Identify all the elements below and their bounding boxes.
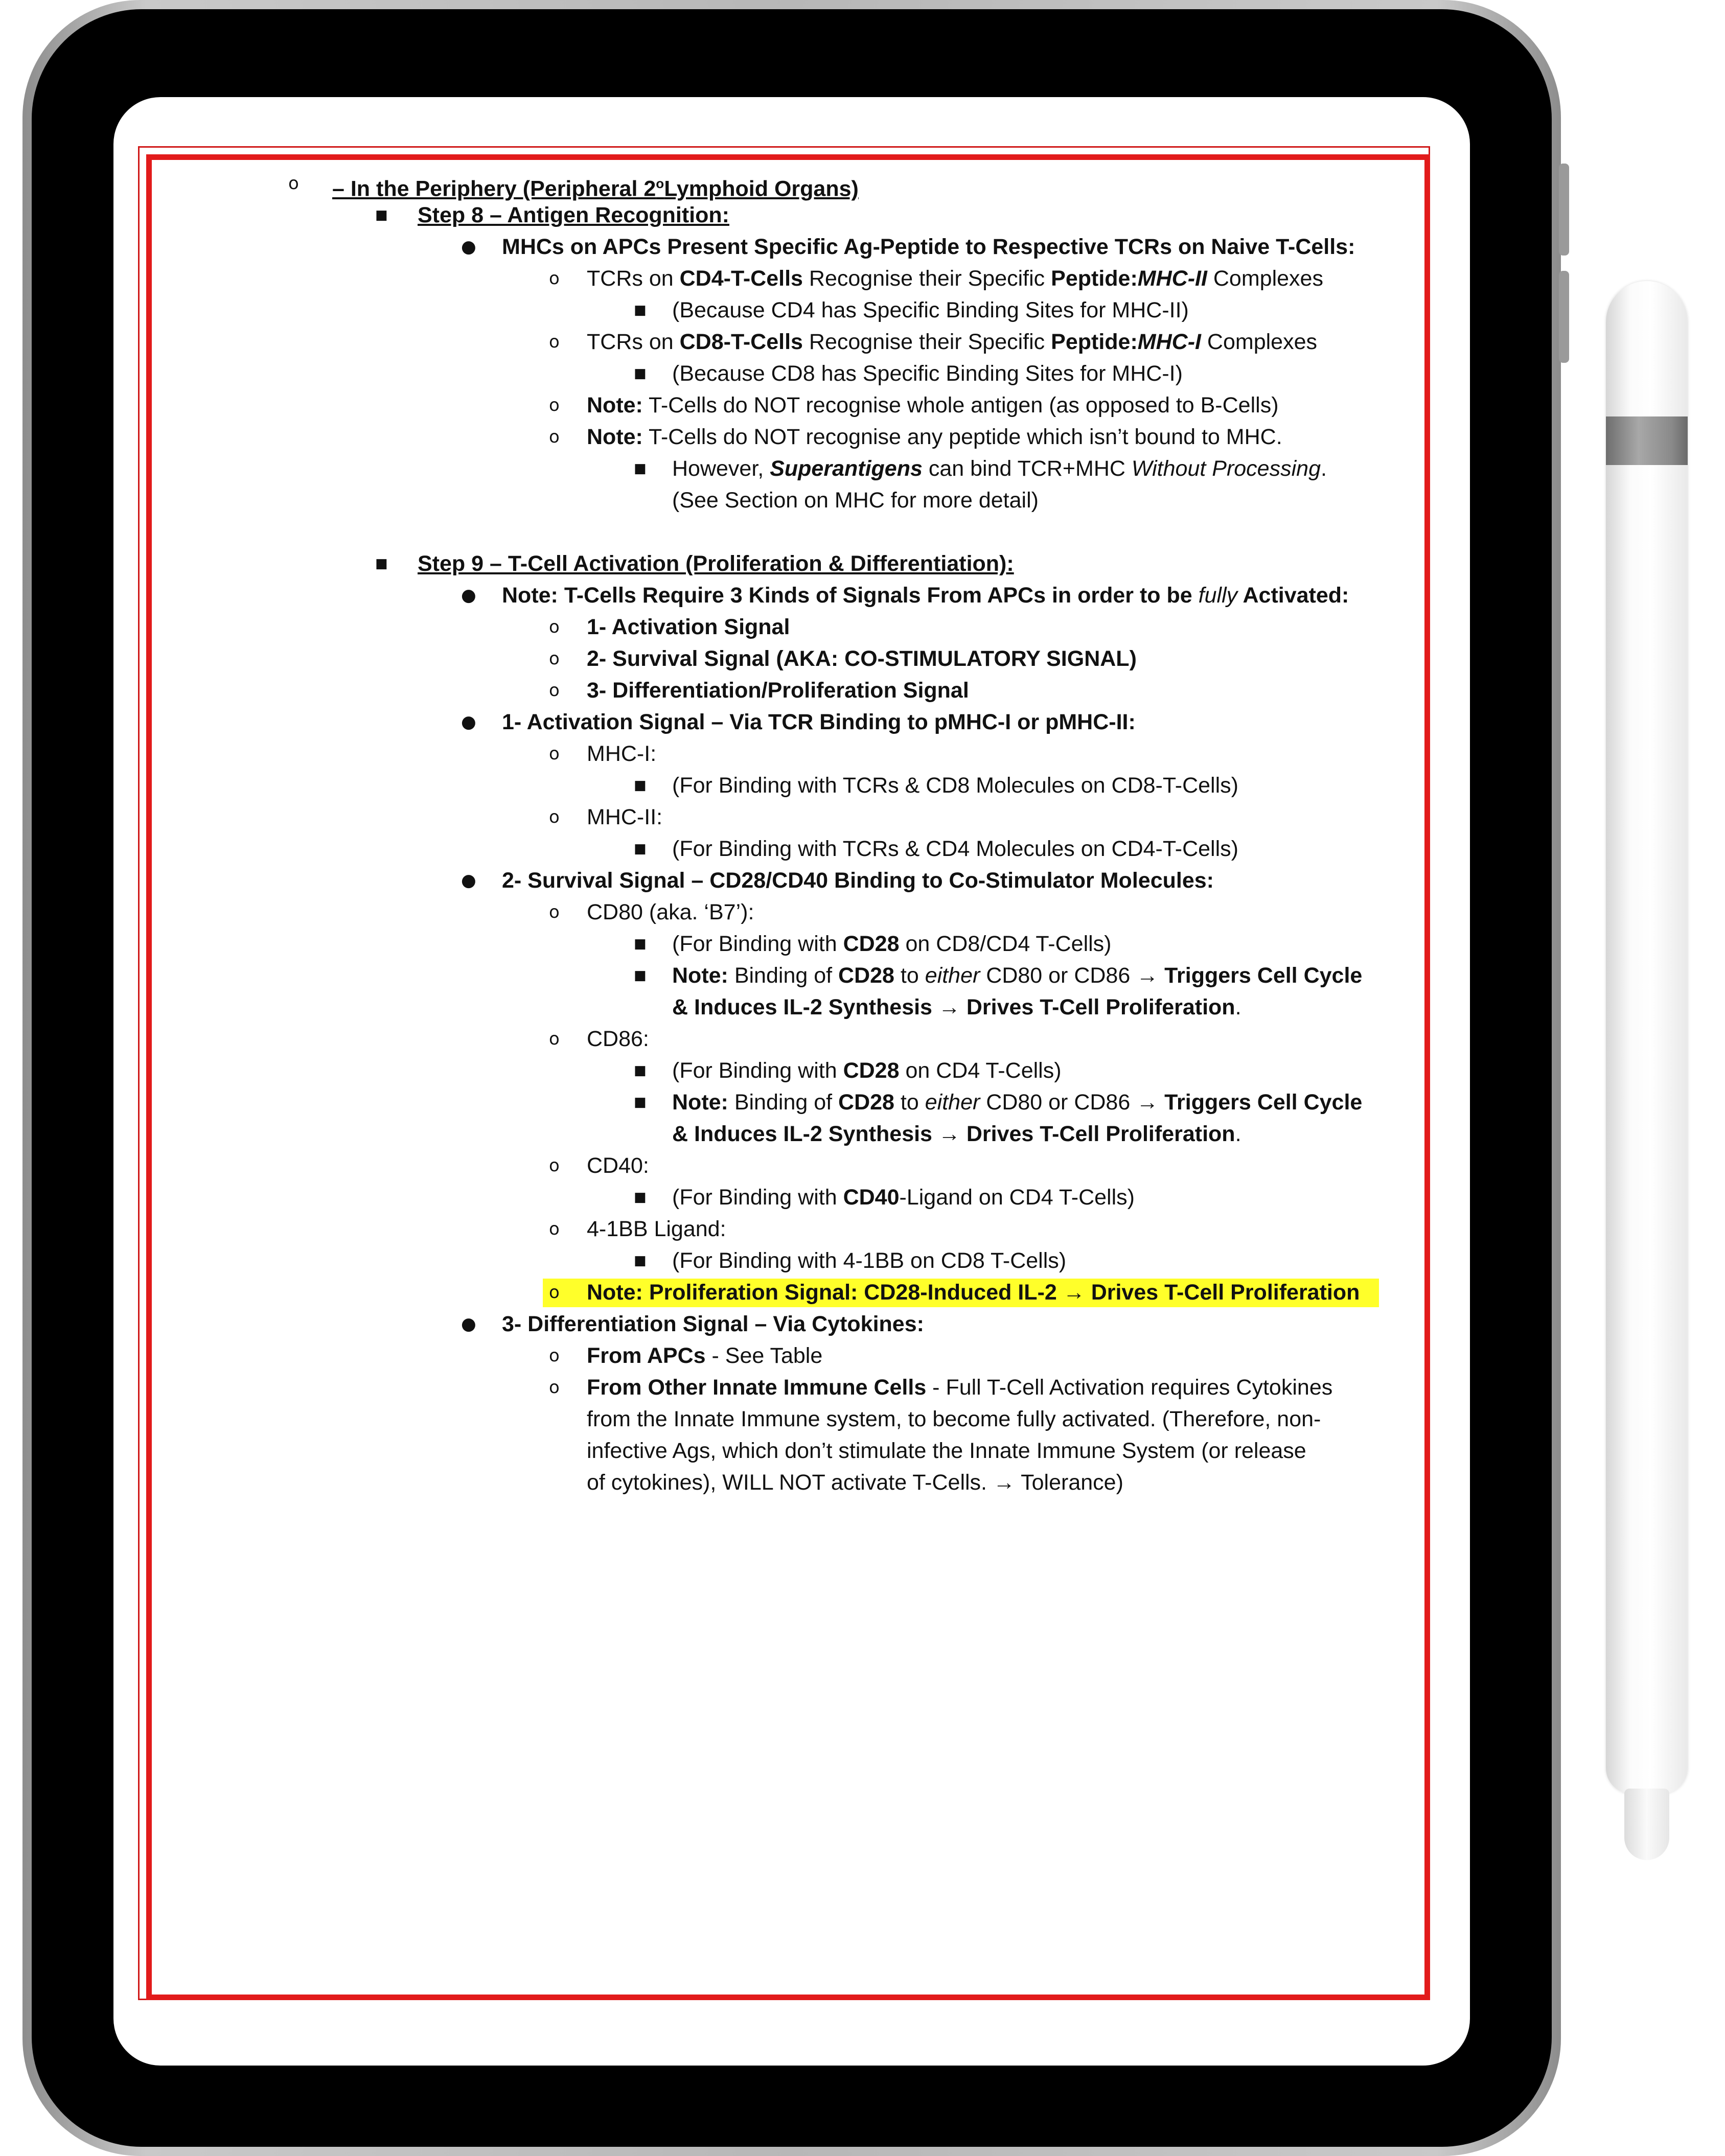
cd80-binding: ■ (For Binding with CD28 on CD8/CD4 T-Cells) bbox=[113, 928, 1470, 960]
circle-bullet-icon: o bbox=[549, 617, 560, 637]
signal-item: o 2- Survival Signal (AKA: CO-STIMULATORY SIGNAL) bbox=[113, 643, 1470, 675]
circle-bullet-icon: o bbox=[549, 1219, 560, 1239]
tablet-screen bbox=[113, 97, 1470, 2066]
section-heading: o – In the Periphery (Peripheral 2$^o$Lymphoid Organs) bbox=[113, 168, 1470, 199]
circle-bullet-icon: o bbox=[549, 744, 560, 764]
circle-bullet-icon: o bbox=[549, 1282, 560, 1303]
dot-bullet-icon: ● bbox=[461, 870, 476, 891]
volume-down-button bbox=[1559, 271, 1569, 363]
cd40-binding: ■ (For Binding with CD40-Ligand on CD4 T-Cells) bbox=[113, 1181, 1470, 1213]
square-bullet-icon: ■ bbox=[634, 936, 647, 952]
dot-bullet-icon: ● bbox=[461, 1314, 476, 1334]
step8-heading: ■ Step 8 – Antigen Recognition: bbox=[113, 199, 1470, 231]
ligand-41bb-item: o 4-1BB Ligand: bbox=[113, 1213, 1470, 1245]
innate-cells-text: infective Ags, which don’t stimulate the Innate Immune System (or release bbox=[587, 1439, 1306, 1463]
dot-bullet-icon: ● bbox=[461, 237, 476, 257]
activation-signal-heading: ● 1- Activation Signal – Via TCR Binding to pMHC-I or pMHC-II: bbox=[113, 706, 1470, 738]
cd8-reason: ■ (Because CD8 has Specific Binding Sites for MHC-I) bbox=[113, 358, 1470, 389]
step8-bullet: ● MHCs on APCs Present Specific Ag-Peptide to Respective TCRs on Naive T-Cells: bbox=[113, 231, 1470, 263]
cd86-binding: ■ (For Binding with CD28 on CD4 T-Cells) bbox=[113, 1055, 1470, 1086]
cd86-note-cont: & Induces IL-2 Synthesis → Drives T-Cell Proliferation. bbox=[672, 1122, 1241, 1146]
mhc2-item: o MHC-II: bbox=[113, 801, 1470, 833]
circle-bullet-icon: o bbox=[549, 1377, 560, 1398]
innate-cells-text: of cytokines), WILL NOT activate T-Cells. → Tolerance) bbox=[587, 1470, 1123, 1495]
circle-bullet-icon: o bbox=[549, 902, 560, 922]
signals-note: ● Note: T-Cells Require 3 Kinds of Signals From APCs in order to be fully Activated: bbox=[113, 579, 1470, 611]
see-section-note: (See Section on MHC for more detail) bbox=[672, 488, 1039, 513]
cd80-note: ■ Note: Binding of CD28 to either CD80 or CD86 → Triggers Cell Cycle bbox=[113, 960, 1470, 991]
square-bullet-icon: ■ bbox=[375, 207, 388, 223]
circle-bullet-icon: o bbox=[549, 395, 560, 415]
circle-bullet-icon: o bbox=[549, 1155, 560, 1176]
stylus-pencil bbox=[1606, 281, 1688, 1794]
cd80-item: o CD80 (aka. ‘B7’): bbox=[113, 896, 1470, 928]
square-bullet-icon: ■ bbox=[634, 1063, 647, 1078]
square-bullet-icon: ■ bbox=[634, 1253, 647, 1268]
dot-bullet-icon: ● bbox=[461, 712, 476, 732]
cd86-item: o CD86: bbox=[113, 1023, 1470, 1055]
square-bullet-icon: ■ bbox=[634, 841, 647, 856]
mhc2-detail: ■ (For Binding with TCRs & CD4 Molecules on CD4-T-Cells) bbox=[113, 833, 1470, 865]
ligand-41bb-binding: ■ (For Binding with 4-1BB on CD8 T-Cells) bbox=[113, 1245, 1470, 1277]
stylus-band bbox=[1606, 416, 1688, 465]
circle-bullet-icon: o bbox=[288, 173, 299, 194]
square-bullet-icon: ■ bbox=[634, 778, 647, 793]
cd80-note-cont: & Induces IL-2 Synthesis → Drives T-Cell Proliferation. bbox=[672, 995, 1241, 1019]
stylus-tip bbox=[1624, 1789, 1669, 1860]
circle-bullet-icon: o bbox=[549, 332, 560, 352]
signal-item: o 1- Activation Signal bbox=[113, 611, 1470, 643]
from-apcs-item: o From APCs - See Table bbox=[113, 1340, 1470, 1372]
mhc1-item: o MHC-I: bbox=[113, 738, 1470, 770]
circle-bullet-icon: o bbox=[549, 268, 560, 289]
cd4-reason: ■ (Because CD4 has Specific Binding Sites for MHC-II) bbox=[113, 294, 1470, 326]
cd8-recognition: o TCRs on CD8-T-Cells Recognise their Specific Peptide:MHC-I Complexes bbox=[113, 326, 1470, 358]
step9-heading: ■ Step 9 – T-Cell Activation (Proliferation & Differentiation): bbox=[113, 548, 1470, 579]
circle-bullet-icon: o bbox=[549, 680, 560, 701]
signal-item: o 3- Differentiation/Proliferation Signal bbox=[113, 675, 1470, 706]
highlighted-proliferation-note: o Note: Proliferation Signal: CD28-Induced IL-2 → Drives T-Cell Proliferation bbox=[113, 1277, 1470, 1308]
circle-bullet-icon: o bbox=[549, 1029, 560, 1049]
circle-bullet-icon: o bbox=[549, 1346, 560, 1366]
innate-cells-text: from the Innate Immune system, to become fully activated. (Therefore, non- bbox=[587, 1407, 1321, 1431]
circle-bullet-icon: o bbox=[549, 427, 560, 447]
square-bullet-icon: ■ bbox=[634, 461, 647, 476]
square-bullet-icon: ■ bbox=[634, 366, 647, 381]
note-whole-antigen: o Note: T-Cells do NOT recognise whole antigen (as opposed to B-Cells) bbox=[113, 389, 1470, 421]
cd86-note: ■ Note: Binding of CD28 to either CD80 or CD86 → Triggers Cell Cycle bbox=[113, 1086, 1470, 1118]
square-bullet-icon: ■ bbox=[634, 968, 647, 983]
volume-up-button bbox=[1559, 164, 1569, 256]
square-bullet-icon: ■ bbox=[375, 556, 388, 571]
differentiation-signal-heading: ● 3- Differentiation Signal – Via Cytokines: bbox=[113, 1308, 1470, 1340]
square-bullet-icon: ■ bbox=[634, 303, 647, 318]
mhc1-detail: ■ (For Binding with TCRs & CD8 Molecules on CD8-T-Cells) bbox=[113, 770, 1470, 801]
circle-bullet-icon: o bbox=[549, 807, 560, 827]
circle-bullet-icon: o bbox=[549, 648, 560, 669]
square-bullet-icon: ■ bbox=[634, 1190, 647, 1205]
note-mhc-bound: o Note: T-Cells do NOT recognise any peptide which isn’t bound to MHC. bbox=[113, 421, 1470, 453]
square-bullet-icon: ■ bbox=[634, 1095, 647, 1110]
superantigens-note: ■ However, Superantigens can bind TCR+MHC Without Processing. bbox=[113, 453, 1470, 484]
cd40-item: o CD40: bbox=[113, 1150, 1470, 1181]
dot-bullet-icon: ● bbox=[461, 585, 476, 606]
document-page bbox=[113, 97, 1470, 2066]
survival-signal-heading: ● 2- Survival Signal – CD28/CD40 Binding to Co-Stimulator Molecules: bbox=[113, 865, 1470, 896]
cd4-recognition: o TCRs on CD4-T-Cells Recognise their Specific Peptide:MHC-II Complexes bbox=[113, 263, 1470, 294]
from-innate-cells-item: o From Other Innate Immune Cells - Full T-Cell Activation requires Cytokines bbox=[113, 1372, 1470, 1403]
